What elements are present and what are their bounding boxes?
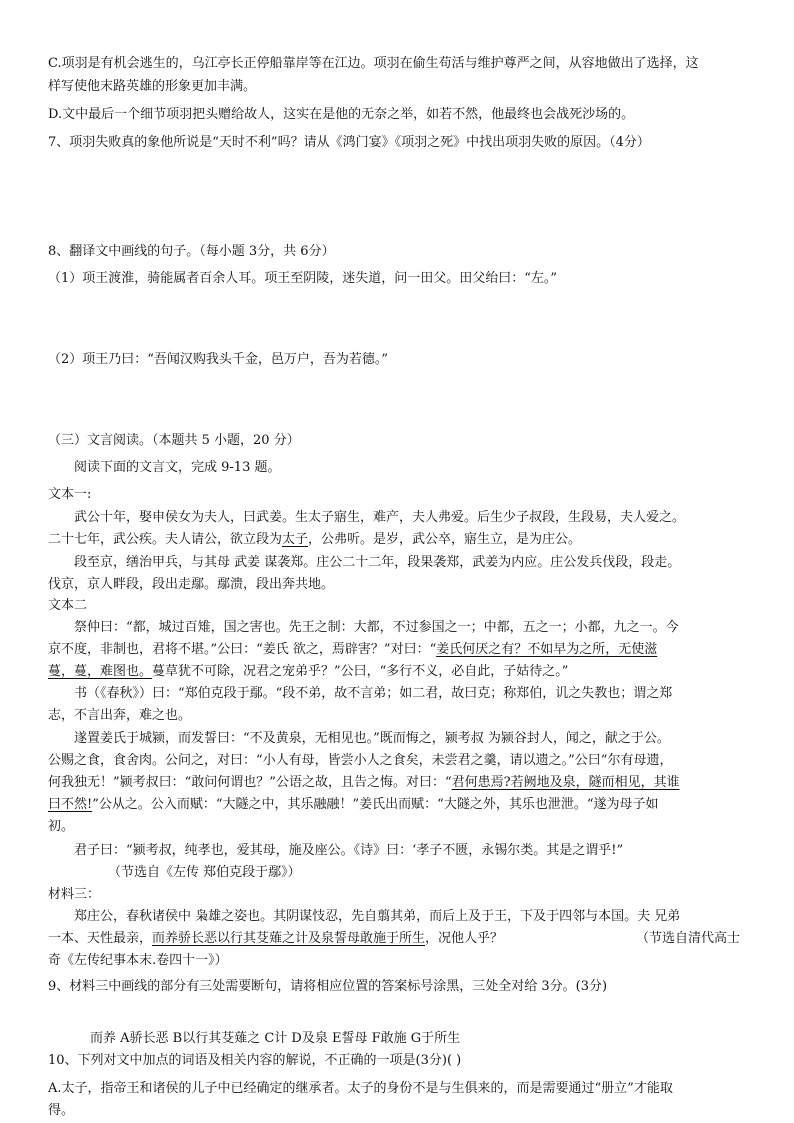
- text-3-label: 材料三：: [48, 887, 101, 902]
- underlined-sentence-2-cont: 曰不然!: [48, 797, 93, 812]
- question-9-options: 而养 A骄长恶 B以行其芟薙之 C计 D及泉 E誓母 F敢施 G于所生: [90, 1031, 461, 1046]
- text-1-label: 文本一:: [48, 487, 92, 502]
- question-10-title: 10、下列对文中加点的词语及相关内容的解说，不正确的一项是(3分)( ): [48, 1053, 462, 1068]
- option-c-line2: 样写使他末路英雄的形象更加丰满。: [48, 79, 257, 94]
- underlined-sentence-1-cont: 蔓，蔓，难图也。: [48, 664, 153, 679]
- text-2-p2-line1: 书（《春秋》）曰：“郑伯克段于鄢。“段不弟，故不言弟；如二君，故曰克；称郑伯，讥之失教也；谓之郑: [74, 686, 673, 701]
- question-8-sentence-1: （1）项王渡淮，骑能属者百余人耳。项王至阴陵，迷失道，问一田父。田父绐曰：“左。”: [48, 271, 558, 286]
- option-d: D.文中最后一个细节项羽把头赠给故人，这实在是他的无奈之举，如若不然，他最终也会战死沙场的。: [48, 107, 635, 122]
- text-3-line2: 一本、天性最亲，而养骄长恶以行其芟薙之计及泉誓母敢施于所生，况他人乎？: [48, 931, 504, 946]
- text-2-p1-line2: 京不度，非制也，君将不堪。”公曰：“姜氏 欲之，焉辟害？”对曰：“姜氏何厌之有？不如早为之所，无使滋: [48, 642, 658, 657]
- text-2-p1-line1: 祭仲曰：“都，城过百雉，国之害也。先王之制：大都，不过参国之一；中都，五之一；小都，九之一。今: [74, 620, 679, 635]
- text-2-p1-line3: 蔓，蔓，难图也。蔓草犹不可除，况君之宠弟乎？”公曰，“多行不义，必自此，子姑待之。”: [48, 664, 569, 679]
- text-2-p3-line4: 曰不然!”公从之。公入而赋：“大隧之中，其乐融融！”姜氏出而赋：“大隧之外，其乐也泄泄。“遂为母子如: [48, 797, 659, 812]
- text-1-p2-line2: 伐京，京人畔段，段出走鄢。鄢溃，段出奔共地。: [48, 577, 335, 592]
- question-9-title: 9、材料三中画线的部分有三处需要断句，请将相应位置的答案标号涂黑，三处全对给 3分。(3分): [48, 979, 608, 994]
- text-1-p1-line1: 武公十年，娶申侯女为夫人，曰武姜。生太子寤生，难产，夫人弗爱。后生少子叔段，生段易，夫人爱之。: [74, 510, 686, 525]
- question-8-sentence-2: （2）项王乃曰：“吾闻汉购我头千金，邑万户，吾为若德。”: [48, 352, 389, 367]
- question-10-option-a-line1: A.太子，指帝王和诸侯的儿子中已经确定的继承者。太子的身份不是与生俱来的，而是需要通过“册立”才能取: [48, 1081, 673, 1096]
- question-7: 7、项羽失败真的象他所说是“天时不利”吗？请从《鸿门宴》《项羽之死》中找出项羽失败的原因。（4分）: [48, 135, 650, 150]
- text-2-p4-line1: 君子曰：“颍考叔，纯孝也，爱其母，施及座公。《诗》曰：‘孝子不匮，永锡尔类。其是之谓乎!”: [74, 843, 624, 858]
- text-2-p3-line5: 初。: [48, 819, 75, 834]
- section-3-instruction: 阅读下面的文言文，完成 9-13 题。: [74, 460, 281, 475]
- text-2-p3-line1: 遂置姜氏于城颍，而发誓曰：“不及黄泉，无相见也。”既而悔之，颍考叔 为颍谷封人，闻之，献之于公。: [74, 731, 670, 746]
- text-3-line1: 郑庄公，春秋诸侯中 枭雄之姿也。其阴谋忮忍，先自翦其弟，而后上及于王，下及于四邻与本国。夫 兄弟: [74, 909, 681, 924]
- underlined-punctuation-passage: 而养骄长恶以行其芟薙之计及泉誓母敢施于所生: [152, 931, 426, 946]
- text-3-source-start: （节选自清代高士: [636, 931, 741, 946]
- option-c-line1: C.项羽是有机会逃生的，乌江亭长正停船靠岸等在江边。项羽在偷生苟活与维护尊严之间，从容地做出了选择，这: [48, 56, 699, 71]
- underlined-sentence-1: 姜氏何厌之有？不如早为之所，无使滋: [436, 642, 658, 657]
- text-2-p2-line2: 志，不言出奔，难之也。: [48, 708, 192, 723]
- text-2-source: （节选自《左传 郑伯克段于鄢》）: [108, 865, 301, 880]
- text-2-label: 文本二: [48, 598, 88, 613]
- section-3-title: （三）文言阅读。（本题共 5 小题，20 分）: [48, 433, 300, 448]
- text-1-p2-line1: 段至京，缮治甲兵，与其母 武姜 谋袭郑。庄公二十二年，段果袭郑，武姜为内应。庄公发兵伐段，段走。: [74, 555, 681, 570]
- question-10-option-a-line2: 得。: [48, 1103, 75, 1118]
- dotted-word-taizi: 太子: [282, 532, 309, 547]
- underlined-sentence-2: 君何患焉?若阙地及泉，隧而相见，其谁: [451, 775, 680, 790]
- text-2-p3-line3: 何我独无！”颍考叔曰：“敢问何谓也？”公语之故，且告之悔。对曰：“君何患焉?若阙地及泉，隧而相见，其谁: [48, 775, 680, 790]
- text-3-line3: 奇《左传纪事本末.卷四十一》）: [48, 953, 228, 968]
- question-8-title: 8、翻译文中画线的句子。（每小题 3分，共 6分）: [48, 244, 335, 259]
- text-1-p1-line2: 二十七年，武公疾。夫人请公，欲立段为太子，公弗听。是岁，武公卒，寤生立，是为庄公。: [48, 532, 582, 547]
- text-2-p3-line2: 公赐之食，食舍肉。公问之，对曰：“小人有母，皆尝小人之食矣，未尝君之羹，请以遗之。”公曰“尔有母遗，: [48, 753, 673, 768]
